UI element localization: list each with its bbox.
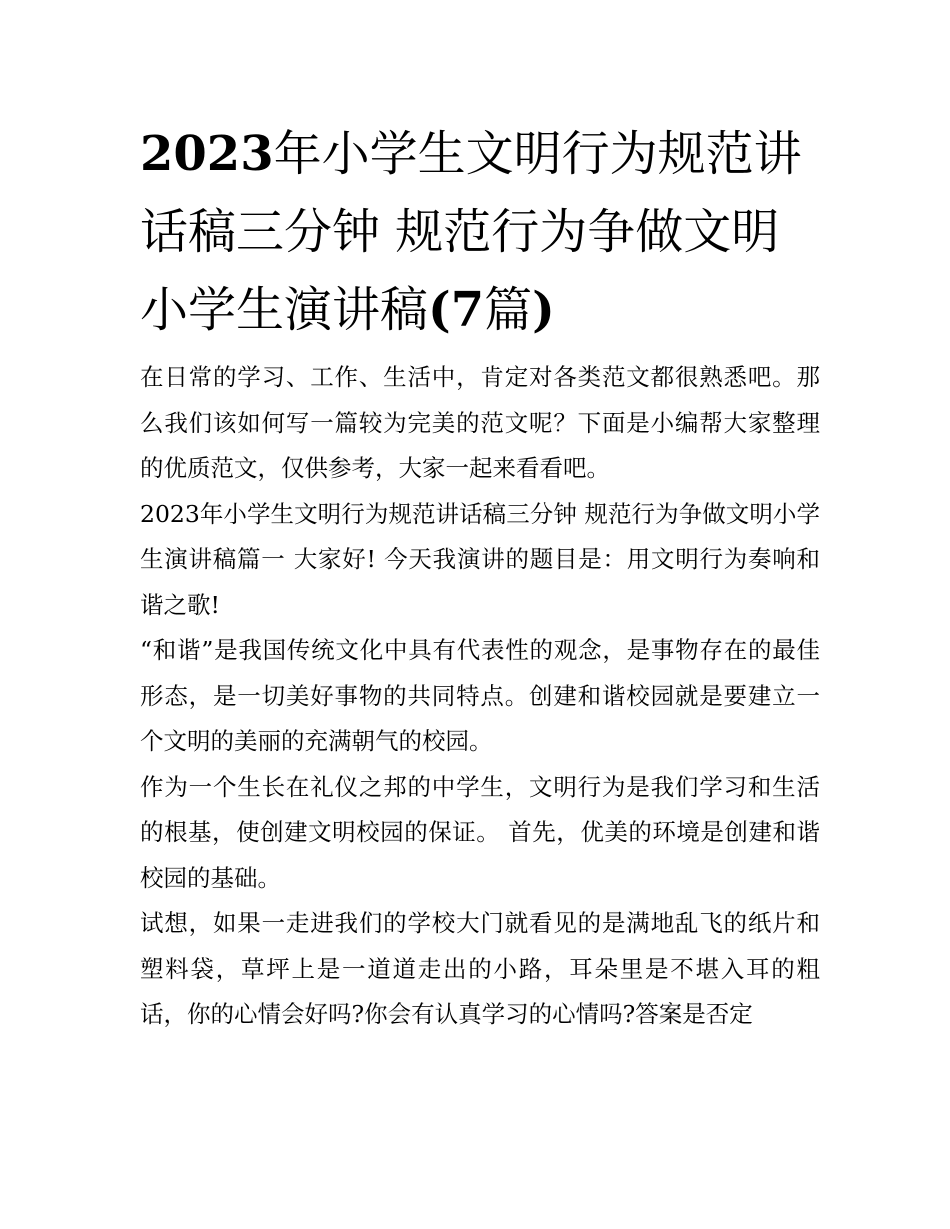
paragraph-harmony: “和谐”是我国传统文化中具有代表性的观念，是事物存在的最佳形态，是一切美好事物的共同特点。创建和谐校园就是要建立一个文明的美丽的充满朝气的校园。 bbox=[140, 636, 820, 755]
paragraph-speech-heading: 2023年小学生文明行为规范讲话稿三分钟 规范行为争做文明小学生演讲稿篇一 大家好! 今天我演讲的题目是：用文明行为奏响和谐之歌! bbox=[140, 499, 820, 619]
title-line3-prefix: 小学生演讲稿 bbox=[140, 282, 429, 338]
title-year: 2023 bbox=[140, 126, 274, 182]
paragraph-imagine: 试想，如果一走进我们的学校大门就看见的是满地乱飞的纸片和塑料袋，草坪上是一道道走出的小路，耳朵里是不堪入耳的粗话，你的心情会好吗?你会有认真学习的心情吗?答案是否定 bbox=[140, 909, 820, 1028]
title-pian: 篇 bbox=[484, 282, 533, 338]
title-line2-text: 话稿三分钟 规范行为争做文明 bbox=[140, 204, 780, 260]
document-body bbox=[140, 355, 820, 1038]
paragraph-civility: 作为一个生长在礼仪之邦的中学生，文明行为是我们学习和生活的根基，使创建文明校园的保证。 首先，优美的环境是创建和谐校园的基础。 bbox=[140, 772, 820, 892]
paragraph-intro: 在日常的学习、工作、生活中，肯定对各类范文都很熟悉吧。那么我们该如何写一篇较为完美的范文呢？下面是小编帮大家整理的优质范文，仅供参考，大家一起来看看吧。 bbox=[140, 363, 820, 482]
title-line1-text: 年小学生文明行为规范讲 bbox=[273, 126, 802, 182]
document-title bbox=[140, 115, 820, 349]
title-paren-close: ) bbox=[532, 282, 555, 338]
title-paren-open: (7 bbox=[428, 282, 485, 338]
